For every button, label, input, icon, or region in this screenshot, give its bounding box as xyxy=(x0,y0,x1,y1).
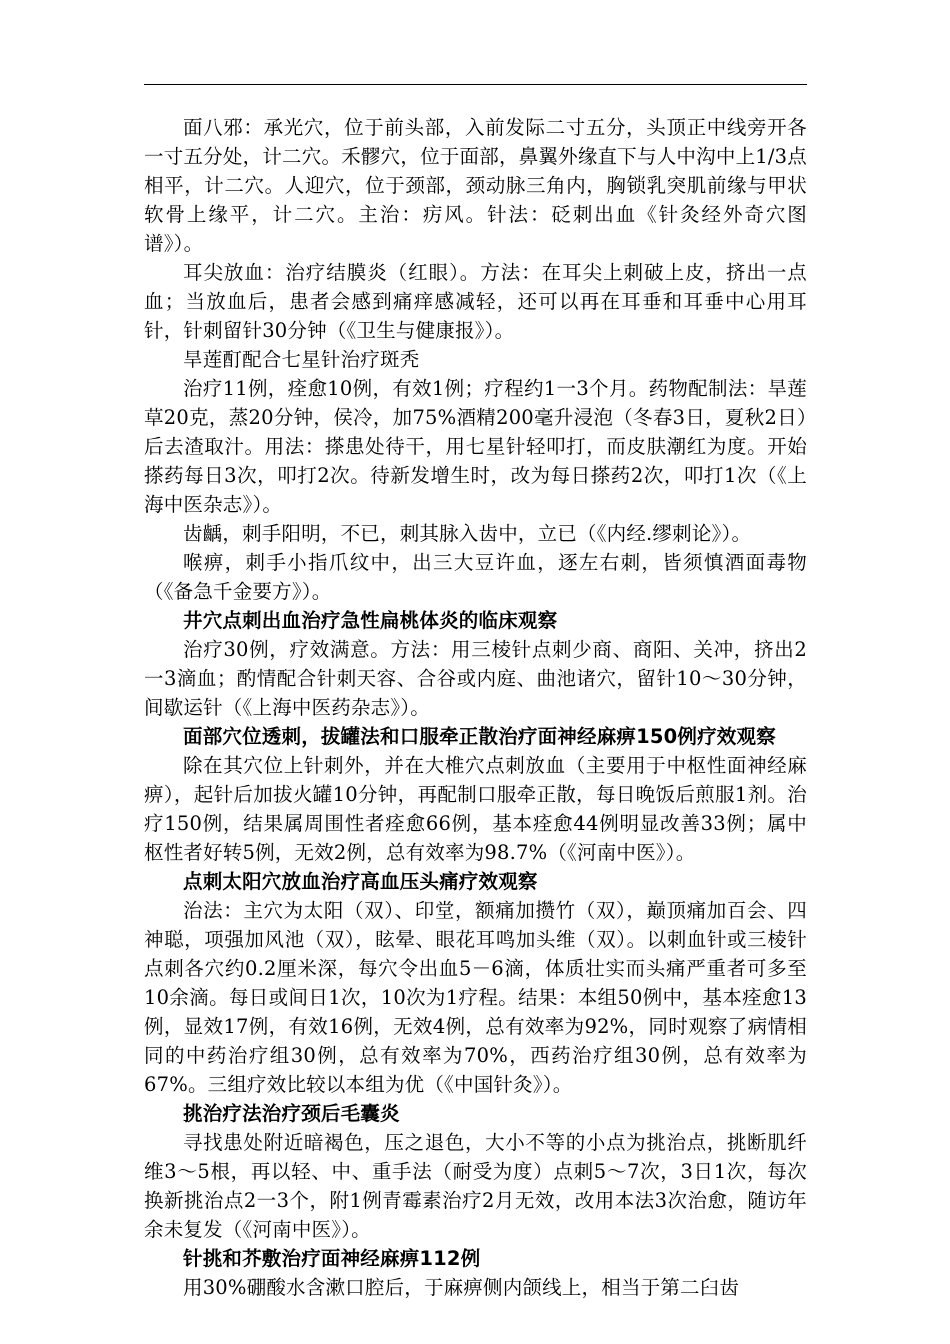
document-body xyxy=(144,113,807,1302)
paragraph: 治疗11例，痊愈10例，有效1例；疗程约1一3个月。药物配制法：旱莲草20克，蒸20分钟，侯冷，加75%酒精200毫升浸泡（冬春3日，夏秋2日）后去渣取汁。用法：搽患处待干，用七星针轻叩打，而皮肤潮红为度。开始搽药每日3次，叩打2次。待新发增生时，改为每日搽药2次，叩打1次（《上海中医杂志》）。 xyxy=(144,377,807,516)
paragraph: 寻找患处附近暗褐色，压之退色，大小不等的小点为挑治点，挑断肌纤维3～5根，再以轻、中、重手法（耐受为度）点刺5～7次，3日1次，每次换新挑治点2一3个，附1例青霉素治疗2月无效，改用本法3次治愈，随访年余未复发（《河南中医》）。 xyxy=(144,1131,807,1241)
paragraph: 面八邪：承光穴，位于前头部，入前发际二寸五分，头顶正中线旁开各一寸五分处，计二穴。禾髎穴，位于面部，鼻翼外缘直下与人中沟中上1/3点相平，计二穴。人迎穴，位于颈部，颈动脉三角内，胸锁乳突肌前缘与甲状软骨上缘平，计二穴。主治：疠风。针法：砭刺出血《针灸经外奇穴图谱》）。 xyxy=(144,116,807,255)
paragraph: 齿齲，刺手阳明，不已，刺其脉入齿中，立已（《内经.缪刺论》）。 xyxy=(183,522,752,545)
paragraph: 旱莲酊配合七星针治疗斑秃 xyxy=(183,348,420,371)
section-heading: 井穴点刺出血治疗急性扁桃体炎的临床观察 xyxy=(183,609,558,632)
paragraph: 用30%硼酸水含漱口腔后，于麻痹侧内颌线上，相当于第二臼齿 xyxy=(183,1276,740,1299)
paragraph: 治疗30例，疗效满意。方法：用三棱针点刺少商、商阳、关冲，挤出2一3滴血；酌情配合针刺天容、合谷或内庭、曲池诸穴，留针10～30分钟，间歇运针（《上海中医药杂志》）。 xyxy=(144,638,807,719)
section-heading: 面部穴位透刺，拔罐法和口服牵正散治疗面神经麻痹150例疗效观察 xyxy=(183,725,776,748)
paragraph: 治法：主穴为太阳（双）、印堂，额痛加攒竹（双），巅顶痛加百会、四神聪，项强加风池（双），眩晕、眼花耳鸣加头维（双）。以刺血针或三棱针点刺各穴约0.2厘米深，每穴令出血5－6滴，体质壮实而头痛严重者可多至10余滴。每日或间日1次，10次为1疗程。结果：本组50例中，基本痊愈13例，显效17例，有效16例，无效4例，总有效率为92%，同时观察了病情相同的中药治疗组30例，总有效率为70%，西药治疗组30例，总有效率为67%。三组疗效比较以本组为优（《中国针灸》）。 xyxy=(144,899,807,1096)
header-rule xyxy=(144,84,807,85)
paragraph: 除在其穴位上针刺外，并在大椎穴点刺放血（主要用于中枢性面神经麻痹），起针后加拔火罐10分钟，再配制口服牵正散，每日晚饭后煎服1剂。治疗150例，结果属周围性者痊愈66例，基本痊愈44例明显改善33例；属中枢性者好转5例，无效2例，总有效率为98.7%（《河南中医》）。 xyxy=(144,754,807,864)
section-heading: 点刺太阳穴放血治疗高血压头痛疗效观察 xyxy=(183,870,538,893)
section-heading: 针挑和芥敷治疗面神经麻痹112例 xyxy=(183,1247,481,1270)
paragraph: 喉痹，刺手小指爪纹中，出三大豆许血，逐左右刺，皆须慎酒面毒物（《备急千金要方》）。 xyxy=(144,551,807,603)
paragraph: 耳尖放血：治疗结膜炎（红眼）。方法：在耳尖上刺破上皮，挤出一点血；当放血后，患者会感到痛痒感减轻，还可以再在耳垂和耳垂中心用耳针，针刺留针30分钟（《卫生与健康报》）。 xyxy=(144,261,807,342)
section-heading: 挑治疗法治疗颈后毛囊炎 xyxy=(183,1102,400,1125)
